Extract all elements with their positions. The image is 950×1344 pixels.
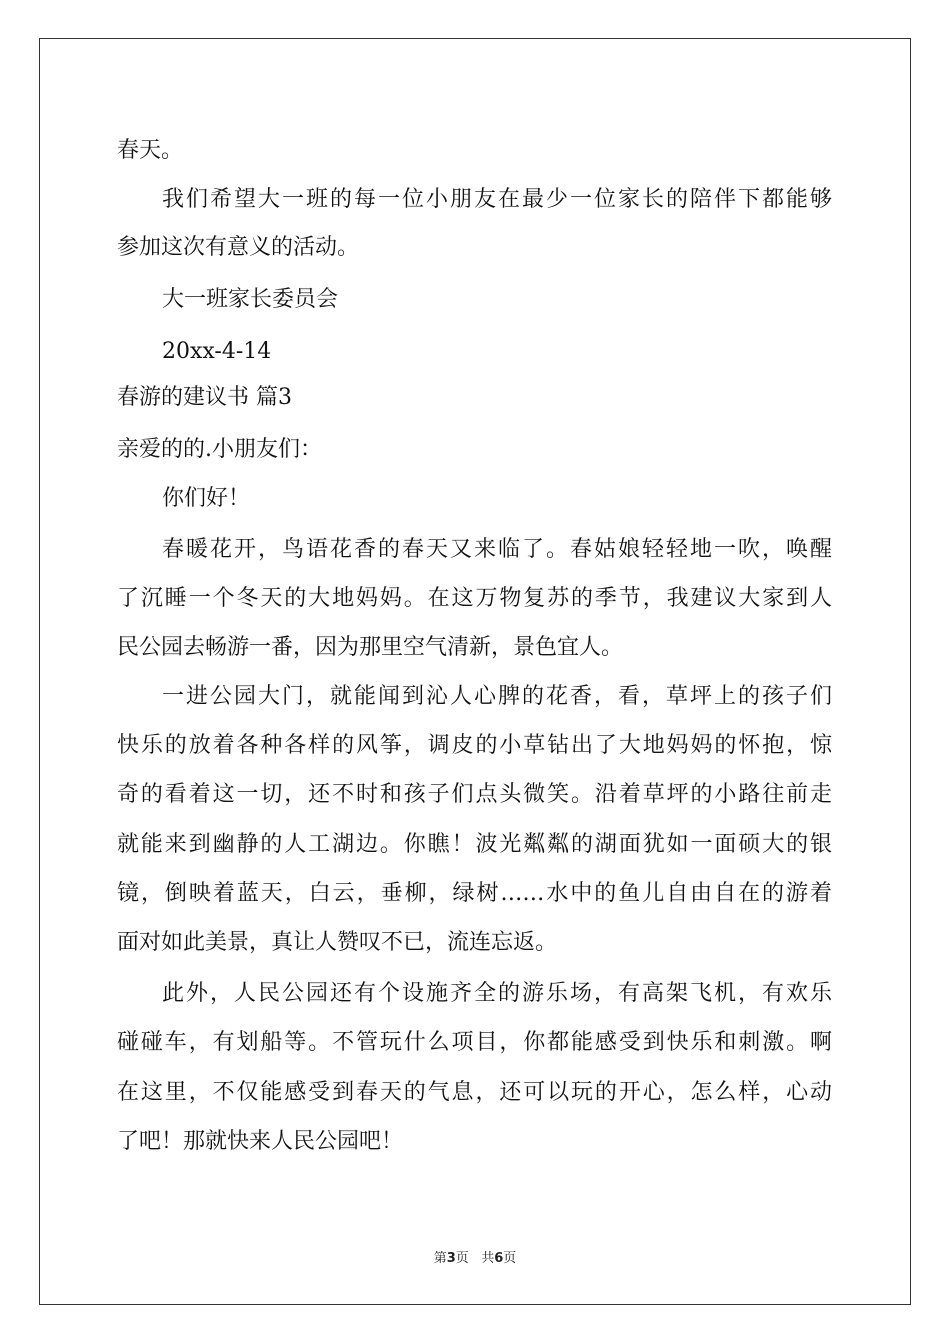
text-line: 快乐的放着各种各样的风筝，调皮的小草钻出了大地妈妈的怀抱，惊 bbox=[117, 733, 832, 758]
page-current: 3 bbox=[446, 1251, 456, 1266]
page-footer bbox=[0, 1247, 950, 1266]
date-line: 20xx-4-14 bbox=[162, 339, 272, 364]
page-prefix: 第 bbox=[433, 1251, 447, 1266]
text-line: 就能来到幽静的人工湖边。你瞧！波光粼粼的湖面犹如一面硕大的银 bbox=[117, 832, 832, 857]
signature-line: 大一班家长委员会 bbox=[162, 287, 339, 312]
text-line: 面对如此美景，真让人赞叹不已，流连忘返。 bbox=[117, 930, 558, 955]
page-mid: 页 共 bbox=[455, 1251, 495, 1266]
page-total: 6 bbox=[494, 1251, 504, 1266]
text-line: 民公园去畅游一番，因为那里空气清新，景色宜人。 bbox=[117, 635, 624, 660]
text-line: 了吧！那就快来人民公园吧！ bbox=[117, 1129, 404, 1154]
page-suffix: 页 bbox=[503, 1251, 517, 1266]
text-line: 镜，倒映着蓝天，白云，垂柳，绿树……水中的鱼儿自由自在的游着 bbox=[117, 881, 832, 906]
text-line: 我们希望大一班的每一位小朋友在最少一位家长的陪伴下都能够 bbox=[162, 187, 832, 212]
text-line: 了沉睡一个冬天的大地妈妈。在这万物复苏的季节，我建议大家到人 bbox=[117, 586, 832, 611]
text-line: 在这里，不仅能感受到春天的气息，还可以玩的开心，怎么样，心动 bbox=[117, 1080, 832, 1105]
text-line: 碰碰车，有划船等。不管玩什么项目，你都能感受到快乐和刺激。啊 bbox=[117, 1030, 832, 1055]
page-border bbox=[39, 38, 911, 1305]
greeting: 你们好！ bbox=[162, 486, 251, 511]
text-line: 一进公园大门，就能闻到沁人心脾的花香，看，草坪上的孩子们 bbox=[162, 684, 832, 709]
salutation: 亲爱的的.小朋友们： bbox=[117, 437, 322, 462]
text-line: 春天。 bbox=[117, 138, 184, 163]
section-title: 春游的建议书 篇3 bbox=[117, 385, 292, 410]
text-line: 参加这次有意义的活动。 bbox=[117, 235, 360, 260]
text-line: 奇的看着这一切，还不时和孩子们点头微笑。沿着草坪的小路往前走 bbox=[117, 782, 832, 807]
text-line: 春暖花开，鸟语花香的春天又来临了。春姑娘轻轻地一吹，唤醒 bbox=[162, 537, 832, 562]
text-line: 此外，人民公园还有个设施齐全的游乐场，有高架飞机，有欢乐 bbox=[162, 981, 832, 1006]
